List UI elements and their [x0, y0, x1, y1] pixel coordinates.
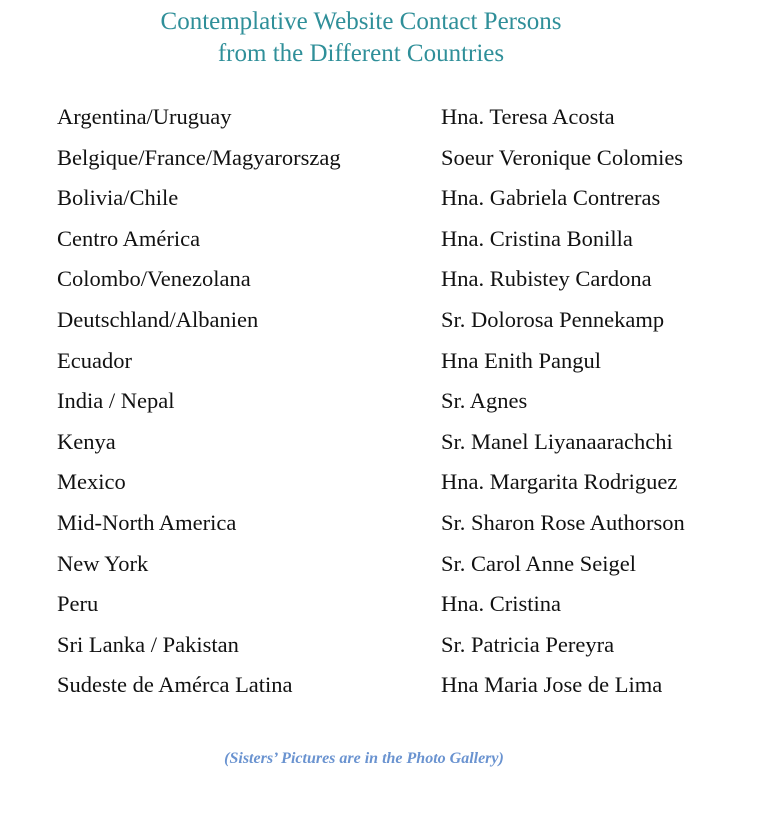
contact-person: Hna Maria Jose de Lima: [441, 672, 663, 698]
country-name: Argentina/Uruguay: [57, 104, 232, 129]
contact-person: Sr. Agnes: [441, 388, 528, 414]
contact-person: Hna. Rubistey Cardona: [441, 266, 652, 292]
contact-row: [57, 546, 747, 587]
contact-person: Hna. Cristina: [441, 591, 561, 617]
contact-person: Sr. Manel Liyanaarachchi: [441, 428, 673, 454]
country-name: Ecuador: [57, 347, 132, 373]
photo-gallery-note: (Sisters’ Pictures are in the Photo Gallery): [224, 750, 504, 767]
contact-row: [57, 505, 747, 546]
contact-row: [57, 343, 747, 384]
country-name: Deutschland/Albanien: [57, 306, 259, 332]
contact-person: Hna Enith Pangul: [441, 347, 601, 373]
contact-person: Hna. Gabriela Contreras: [441, 185, 661, 211]
contact-row: [57, 586, 747, 627]
contact-row: [57, 667, 747, 708]
country-name: Peru: [57, 591, 99, 617]
contact-row: [57, 424, 747, 465]
contact-row: [57, 221, 747, 262]
country-name: Sudeste de Amérca Latina: [57, 672, 293, 698]
country-name: Colombo/Venezolana: [57, 266, 251, 292]
contact-person: Sr. Carol Anne Seigel: [441, 550, 636, 576]
contact-person: Sr. Patricia Pereyra: [441, 631, 615, 657]
country-name: Bolivia/Chile: [57, 185, 179, 211]
contact-person: Hna. Teresa Acosta: [441, 104, 615, 129]
country-name: Mexico: [57, 469, 126, 495]
contact-row: [57, 383, 747, 424]
contact-row: [57, 627, 747, 668]
contact-row: [57, 180, 747, 221]
contact-row: [57, 99, 747, 140]
country-name: Mid-North America: [57, 509, 237, 535]
contact-person: Sr. Dolorosa Pennekamp: [441, 306, 665, 332]
page-title-line-1: Contemplative Website Contact Persons: [160, 8, 562, 35]
country-name: Kenya: [57, 428, 116, 454]
contact-row: [57, 464, 747, 505]
contact-person: Sr. Sharon Rose Authorson: [441, 509, 685, 535]
contact-row: [57, 140, 747, 181]
contacts-list: [57, 99, 747, 708]
country-name: New York: [57, 550, 149, 576]
contact-row: [57, 261, 747, 302]
country-name: India / Nepal: [57, 388, 175, 414]
contact-person: Hna. Cristina Bonilla: [441, 225, 633, 251]
country-name: Belgique/France/Magyarorszag: [57, 144, 341, 170]
contact-person: Soeur Veronique Colomies: [441, 144, 684, 170]
contact-person: Hna. Margarita Rodriguez: [441, 469, 678, 495]
page-title: [0, 6, 722, 70]
country-name: Sri Lanka / Pakistan: [57, 631, 239, 657]
page-title-line-2: from the Different Countries: [217, 40, 505, 67]
contact-row: [57, 302, 747, 343]
country-name: Centro América: [57, 225, 201, 251]
